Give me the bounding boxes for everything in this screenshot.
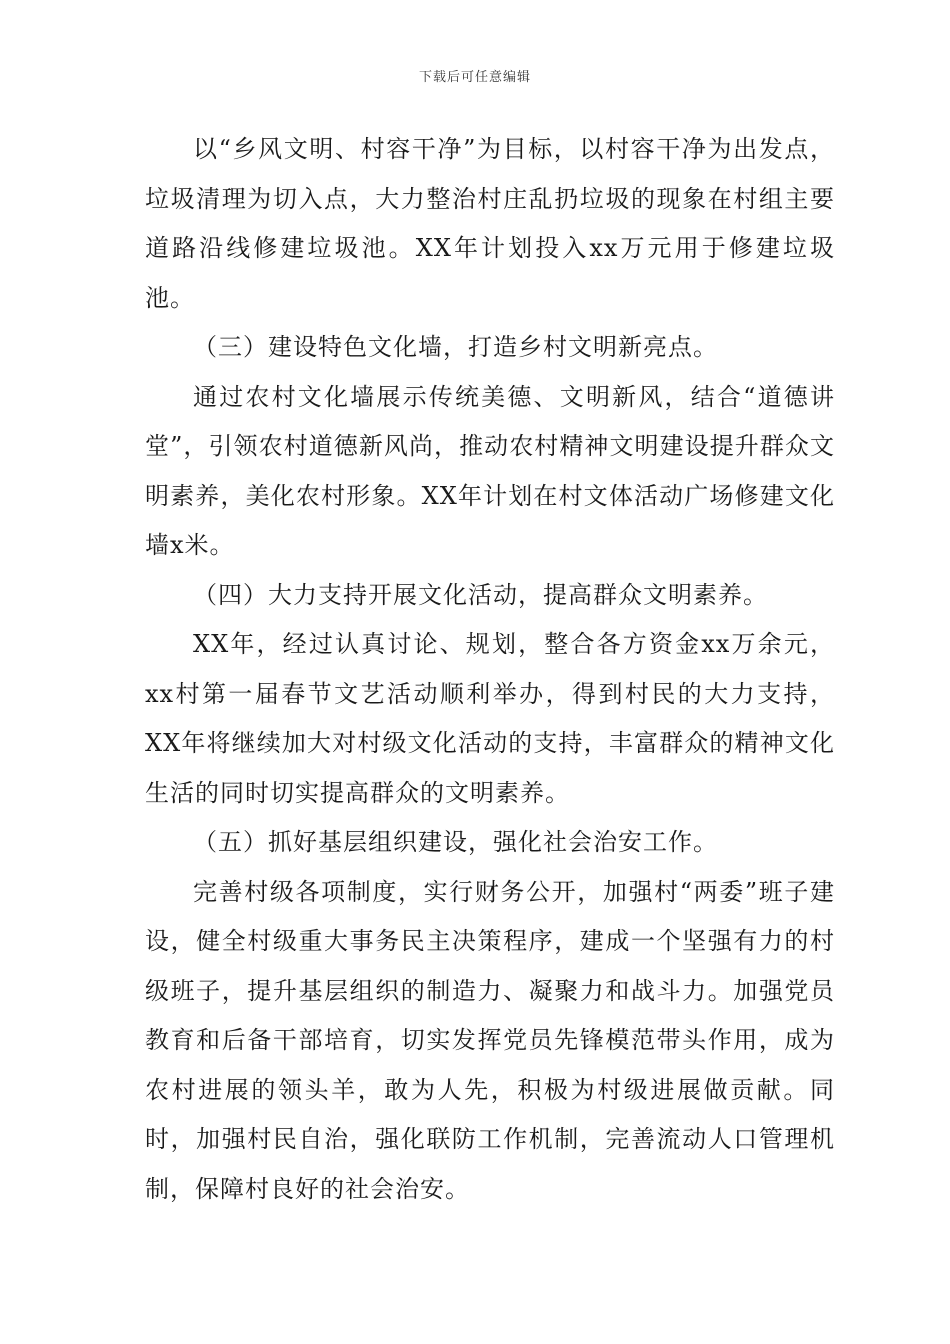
- section-heading-culture-wall: （三）建设特色文化墙，打造乡村文明新亮点。: [193, 333, 718, 361]
- paragraph-culture-wall: 通过农村文化墙展示传统美德、文明新风，结合“道德讲堂”，引领农村道德新风尚，推动农村精神文明建设提升群众文明素养，美化农村形象。XX年计划在村文体活动广场修建文化墙x米。: [145, 382, 835, 559]
- paragraph-cultural-activities: XX年，经过认真讨论、规划，整合各方资金xx万余元，xx村第一届春节文艺活动顺利举办，得到村民的大力支持，XX年将继续加大对村级文化活动的支持，丰富群众的精神文化生活的同时切实提高群众的文明素养。: [145, 630, 835, 807]
- section-heading-cultural-activities: （四）大力支持开展文化活动，提高群众文明素养。: [193, 580, 768, 609]
- page-header: 下载后可任意编辑: [418, 70, 531, 85]
- paragraph-village-cleanliness: 以“乡风文明、村容干净”为目标，以村容干净为出发点，垃圾清理为切入点，大力整治村庄乱扔垃圾的现象在村组主要道路沿线修建垃圾池。XX年计划投入xx万元用于修建垃圾池。: [145, 135, 835, 312]
- section-heading-grassroots-organization: （五）抓好基层组织建设，强化社会治安工作。: [193, 828, 718, 856]
- document-body: [145, 125, 835, 1214]
- paragraph-grassroots-organization: 完善村级各项制度，实行财务公开，加强村“两委”班子建设，健全村级重大事务民主决策程序，建成一个坚强有力的村级班子，提升基层组织的制造力、凝聚力和战斗力。加强党员教育和后备干部培育，切实发挥党员先锋模范带头作用，成为农村进展的领头羊，敢为人先，积极为村级进展做贡献。同时，加强村民自治，强化联防工作机制，完善流动人口管理机制，保障村良好的社会治安。: [145, 877, 835, 1203]
